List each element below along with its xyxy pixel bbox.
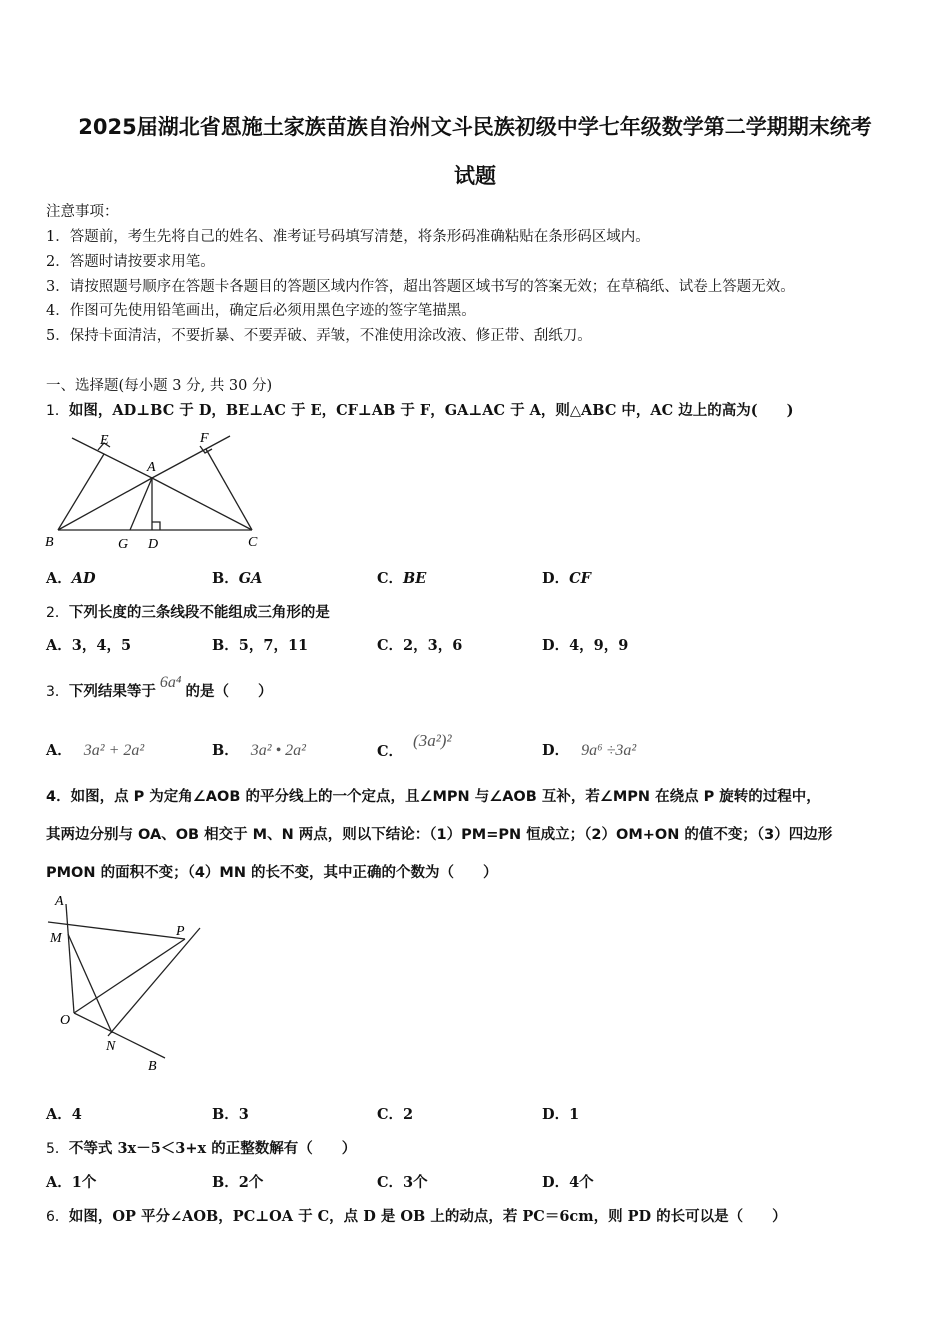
option-a[interactable]: A．4 [46, 1106, 82, 1123]
doc-title-line2: 试题 [454, 164, 496, 188]
question-number: 3． [46, 684, 69, 700]
question-5 [46, 1138, 356, 1160]
notice-item: 1．答题前，考生先将自己的姓名、准考证号码填写清楚，将条形码准确粘贴在条形码区域内。 [46, 229, 650, 245]
option-b[interactable]: B．GA [212, 570, 263, 587]
option-b[interactable]: B．3 [212, 1106, 249, 1123]
option-c[interactable]: C．2，3，6 [377, 637, 463, 654]
question-text-line: 其两边分别与 OA、OB 相交于 M、N 两点，则以下结论：（1）PM=PN 恒成立；（2）OM+ON 的值不变；（3）四边形 [46, 827, 833, 843]
section-heading: 一、选择题(每小题 3 分, 共 30 分) [46, 378, 273, 394]
line-o-p [74, 939, 185, 1013]
line-n-p [108, 928, 200, 1036]
q1-figure [40, 428, 280, 556]
notice-heading: 注意事项： [46, 204, 119, 220]
option-c[interactable]: C．3个 [377, 1174, 428, 1191]
notice-item: 2．答题时请按要求用笔。 [46, 254, 215, 270]
question-text: 的是（ ） [185, 683, 273, 700]
option-a[interactable]: A． 3a² + 2a² [46, 742, 145, 759]
question-text: 下列结果等于 [68, 683, 156, 700]
question-number: 2． [46, 605, 69, 621]
option-a[interactable]: A．3，4，5 [46, 637, 132, 654]
label-p: P [176, 924, 185, 939]
label-b: B [45, 535, 54, 550]
option-c[interactable]: C．2 [377, 1106, 414, 1123]
label-n: N [106, 1039, 116, 1054]
doc-title-line1: 2025届湖北省恩施土家族苗族自治州文斗民族初级中学七年级数学第二学期期末统考 [78, 115, 872, 139]
option-b[interactable]: B．5，7，11 [212, 637, 309, 654]
line-m-n [68, 934, 112, 1033]
option-d[interactable]: D．1 [542, 1106, 580, 1123]
option-c[interactable]: C．(3a²)² [377, 731, 452, 760]
line-b-e [58, 454, 104, 530]
notice-item: 4．作图可先使用铅笔画出，确定后必须用黑色字迹的签字笔描黑。 [46, 303, 476, 319]
line-e-extension [72, 438, 152, 478]
label-g: G [118, 537, 129, 552]
label-d: D [148, 537, 159, 552]
question-number: 1． [46, 403, 69, 419]
question-number: 6． [46, 1209, 69, 1225]
q4-figure [40, 890, 220, 1080]
question-text: 下列长度的三条线段不能组成三角形的是 [68, 604, 330, 621]
question-text-line: PMON 的面积不变；（4）MN 的长不变，其中正确的个数为（ ） [46, 865, 498, 881]
label-b: B [148, 1059, 157, 1074]
question-3 [46, 674, 273, 703]
option-d[interactable]: D．CF [542, 570, 591, 587]
label-a: A [147, 460, 156, 475]
label-a: A [55, 894, 64, 909]
label-o: O [60, 1013, 71, 1028]
option-a[interactable]: A．1个 [46, 1174, 97, 1191]
option-c[interactable]: C．BE [377, 570, 427, 587]
label-c: C [248, 535, 258, 550]
label-f: F [200, 431, 209, 446]
option-b[interactable]: B． 3a² • 2a² [212, 742, 306, 759]
question-1 [46, 400, 793, 422]
math-expression: 6a⁴ [159, 674, 182, 691]
option-d[interactable]: D．4个 [542, 1174, 594, 1191]
notice-item: 5．保持卡面清洁，不要折暴、不要弄破、弄皱，不准使用涂改液、修正带、刮纸刀。 [46, 328, 592, 344]
question-text: 如图，AD⊥BC 于 D，BE⊥AC 于 E，CF⊥AB 于 F，GA⊥AC 于 A，则△ABC 中，AC 边上的高为( ) [68, 402, 794, 419]
option-d[interactable]: D． 9a⁶ ÷3a² [542, 742, 637, 759]
line-a-g [130, 478, 152, 530]
line-b-a [58, 478, 152, 530]
right-angle-mark-d [152, 522, 160, 530]
label-e: E [100, 433, 109, 448]
question-4 [46, 778, 908, 892]
question-text: 不等式 3x－5＜3+x 的正整数解有（ ） [68, 1140, 357, 1157]
notice-item: 3．请按照题号顺序在答题卡各题目的答题区域内作答，超出答题区域书写的答案无效；在草稿纸、试卷上答题无效。 [46, 279, 795, 295]
ray-o-a [66, 904, 74, 1013]
option-b[interactable]: B．2个 [212, 1174, 264, 1191]
label-m: M [50, 931, 62, 946]
option-d[interactable]: D．4，9，9 [542, 637, 629, 654]
question-2 [46, 602, 330, 624]
question-text: 如图，OP 平分∠AOB，PC⊥OA 于 C，点 D 是 OB 上的动点，若 PC＝6cm，则 PD 的长可以是（ ） [68, 1208, 787, 1225]
question-number: 5． [46, 1141, 69, 1157]
question-6 [46, 1206, 787, 1228]
question-text-line: 4．如图，点 P 为定角∠AOB 的平分线上的一个定点，且∠MPN 与∠AOB 互补，若∠MPN 在绕点 P 旋转的过程中， [46, 789, 821, 805]
ray-o-b [74, 1013, 165, 1058]
option-a[interactable]: A．AD [46, 570, 96, 587]
